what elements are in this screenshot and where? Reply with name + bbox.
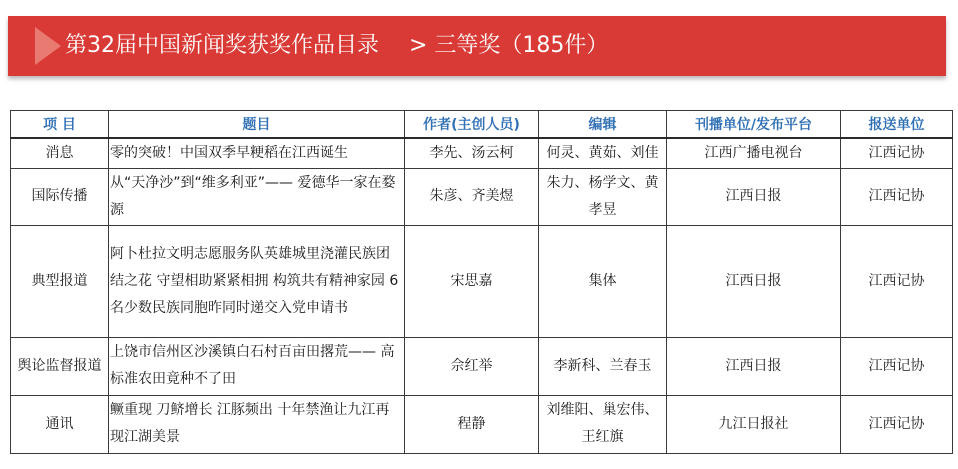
catalog-title: 第32届中国新闻奖获奖作品目录 [65,33,379,58]
cell-editor: 何灵、黄茹、刘佳 [539,138,667,168]
cell-title: 上饶市信州区沙溪镇白石村百亩田撂荒—— 高标准农田竟种不了田 [109,337,405,395]
prize-level-label: > 三等奖（185件） [409,33,609,58]
cell-title: 阿卜杜拉文明志愿服务队英雄城里浇灌民族团结之花 守望相助紧紧相拥 构筑共有精神家园 6名少数民族同胞昨同时递交入党申请书 [109,225,405,337]
banner-title [65,30,608,62]
cell-title: 从“天净沙”到“维多利亚”—— 爱德华一家在婺源 [109,168,405,225]
cell-author: 程静 [405,395,539,453]
header-banner [8,16,946,76]
cell-submitter: 江西记协 [841,168,953,225]
column-header-author: 作者(主创人员) [405,111,539,139]
cell-submitter: 江西记协 [841,138,953,168]
cell-title: 鳜重现 刀鲚增长 江豚频出 十年禁渔让九江再现江湖美景 [109,395,405,453]
column-header-submitter: 报送单位 [841,111,953,139]
table-header-row [11,111,953,139]
cell-publisher: 江西日报 [667,225,841,337]
cell-publisher: 九江日报社 [667,395,841,453]
arrow-chevron-icon [35,27,61,65]
cell-submitter: 江西记协 [841,395,953,453]
cell-submitter: 江西记协 [841,337,953,395]
cell-publisher: 江西广播电视台 [667,138,841,168]
table-row [11,225,953,337]
cell-category: 消息 [11,138,109,168]
column-header-publisher: 刊播单位/发布平台 [667,111,841,139]
column-header-title: 题目 [109,111,405,139]
cell-title: 零的突破！中国双季早粳稻在江西诞生 [109,138,405,168]
table-row [11,138,953,168]
cell-category: 国际传播 [11,168,109,225]
cell-editor: 集体 [539,225,667,337]
cell-author: 李先、汤云柯 [405,138,539,168]
table-row [11,337,953,395]
awards-table [10,110,953,454]
cell-publisher: 江西日报 [667,168,841,225]
cell-category: 舆论监督报道 [11,337,109,395]
cell-category: 典型报道 [11,225,109,337]
cell-author: 佘红举 [405,337,539,395]
cell-editor: 朱力、杨学文、黄孝昱 [539,168,667,225]
table-row [11,168,953,225]
column-header-category: 项 目 [11,111,109,139]
cell-category: 通讯 [11,395,109,453]
cell-author: 朱彦、齐美煜 [405,168,539,225]
cell-editor: 刘维阳、巢宏伟、王红旗 [539,395,667,453]
cell-editor: 李新科、兰春玉 [539,337,667,395]
cell-author: 宋思嘉 [405,225,539,337]
column-header-editor: 编辑 [539,111,667,139]
cell-submitter: 江西记协 [841,225,953,337]
table-row [11,395,953,453]
cell-publisher: 江西日报 [667,337,841,395]
